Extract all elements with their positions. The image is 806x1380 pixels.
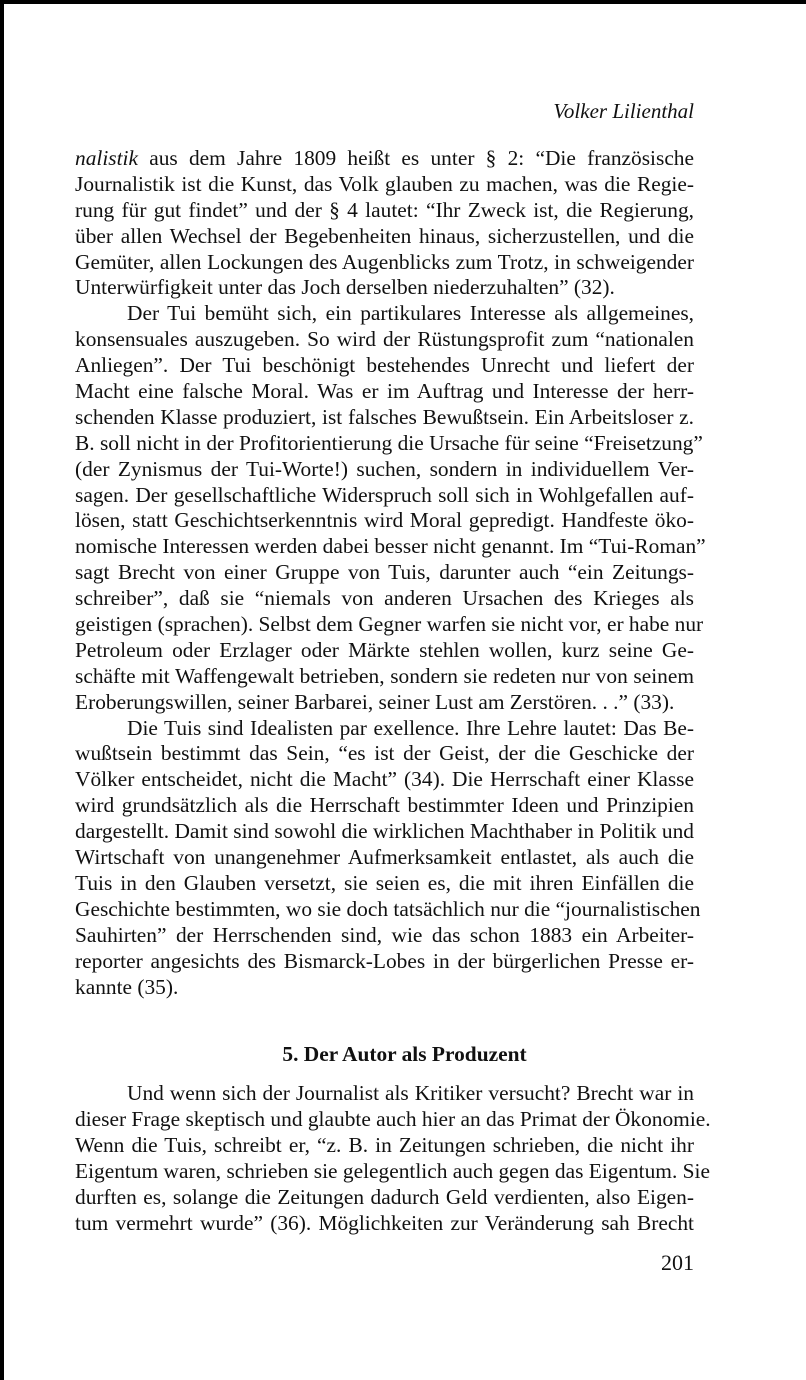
text-line: Geschichte bestimmten, wo sie doch tatsächlich nur die “journalistischen	[75, 896, 701, 921]
text-line: lösen, statt Geschichtserkenntnis wird Moral gepredigt. Handfeste öko-	[75, 508, 694, 533]
page-number: 201	[661, 1250, 694, 1275]
running-head-author: Volker Lilienthal	[553, 99, 694, 123]
text-line: Die Tuis sind Idealisten par exellence. Ihre Lehre lautet: Das Be-	[127, 715, 694, 740]
text-line: sagt Brecht von einer Gruppe von Tuis, darunter auch “ein Zeitungs-	[75, 560, 694, 585]
text-line: (der Zynismus der Tui-Worte!) suchen, sondern in individuellem Ver-	[75, 456, 694, 481]
text-line: tum vermehrt wurde” (36). Möglichkeiten zur Veränderung sah Brecht	[75, 1210, 694, 1235]
text-line: schreiber”, daß sie “niemals von anderen Ursachen des Krieges als	[75, 586, 694, 611]
text-line: konsensuales auszugeben. So wird der Rüstungsprofit zum “nationalen	[75, 327, 694, 352]
text-line: rung für gut findet” und der § 4 lautet: “Ihr Zweck ist, die Regierung,	[75, 197, 694, 222]
text-line: Wirtschaft von unangenehmer Aufmerksamkeit entlastet, als auch die	[75, 845, 694, 870]
text-line: Eroberungswillen, seiner Barbarei, seiner Lust am Zerstören. . .” (33).	[75, 689, 675, 714]
section-spacing	[75, 1000, 694, 1041]
text-line: Eigentum waren, schrieben sie gelegentlich auch gegen das Eigentum. Sie	[75, 1159, 710, 1184]
text-line: schäfte mit Waffengewalt betrieben, sondern sie redeten nur von seinem	[75, 663, 694, 688]
text-line: Anliegen”. Der Tui beschönigt bestehendes Unrecht und liefert der	[75, 353, 694, 378]
paragraph-1	[75, 146, 694, 301]
section-heading: 5. Der Autor als Produzent	[282, 1042, 527, 1067]
text-line: wußtsein bestimmt das Sein, “es ist der Geist, der die Geschicke der	[75, 741, 694, 766]
body-text	[75, 146, 711, 1237]
text-line: reporter angesichts des Bismarck-Lobes in der bürgerlichen Presse er-	[75, 948, 694, 973]
text-line: durften es, solange die Zeitungen dadurch Geld verdienten, also Eigen-	[75, 1184, 694, 1209]
text-line: Macht eine falsche Moral. Was er im Auftrag und Interesse der herr-	[75, 379, 694, 404]
text-line: geistigen (sprachen). Selbst dem Gegner warfen sie nicht vor, er habe nur	[75, 612, 704, 637]
text-line: kannte (35).	[75, 974, 179, 999]
text-line: Und wenn sich der Journalist als Kritiker versucht? Brecht war in	[127, 1081, 694, 1106]
text-line: dieser Frage skeptisch und glaubte auch hier an das Primat der Ökonomie.	[75, 1107, 711, 1132]
text-line: über allen Wechsel der Begebenheiten hinaus, sicherzustellen, und die	[75, 223, 694, 248]
heading-spacing	[75, 1067, 694, 1081]
text-line: Der Tui bemüht sich, ein partikulares Interesse als allgemeines,	[127, 301, 694, 326]
text-line: Gemüter, allen Lockungen des Augenblicks zum Trotz, in schweigender	[75, 249, 694, 274]
paragraph-2	[75, 301, 706, 715]
text-line: Völker entscheidet, nicht die Macht” (34). Die Herrschaft einer Klasse	[75, 767, 694, 792]
text-line: Unterwürfigkeit unter das Joch derselben niederzuhalten” (32).	[75, 275, 615, 300]
text-line: B. soll nicht in der Profitorientierung die Ursache für seine “Freisetzung”	[75, 430, 703, 455]
text-line: wird grundsätzlich als die Herrschaft bestimmter Ideen und Prinzipien	[75, 793, 694, 818]
text-line: Petroleum oder Erzlager oder Märkte stehlen wollen, kurz seine Ge-	[75, 637, 694, 662]
text-line: dargestellt. Damit sind sowohl die wirklichen Machthaber in Politik und	[75, 819, 694, 844]
text-line: schenden Klasse produziert, ist falsches Bewußtsein. Ein Arbeitsloser z.	[75, 404, 694, 429]
text-line: Journalistik ist die Kunst, das Volk glauben zu machen, was die Regie-	[75, 171, 694, 196]
text-line: nomische Interessen werden dabei besser nicht genannt. Im “Tui-Roman”	[75, 534, 706, 559]
text-line: Sauhirten” der Herrschenden sind, wie das schon 1883 ein Arbeiter-	[75, 922, 694, 947]
text-line: Tuis in den Glauben versetzt, sie seien es, die mit ihren Einfällen die	[75, 870, 694, 895]
text-line: nalistik aus dem Jahre 1809 heißt es unter § 2: “Die französische	[75, 146, 694, 170]
text-line: sagen. Der gesellschaftliche Widerspruch soll sich in Wohlgefallen auf-	[75, 482, 694, 507]
italic-word: nalistik	[75, 146, 138, 170]
paragraph-3	[75, 715, 701, 1001]
paragraph-4	[75, 1081, 711, 1236]
text-line: Wenn die Tuis, schreibt er, “z. B. in Zeitungen schrieben, die nicht ihr	[75, 1133, 694, 1158]
